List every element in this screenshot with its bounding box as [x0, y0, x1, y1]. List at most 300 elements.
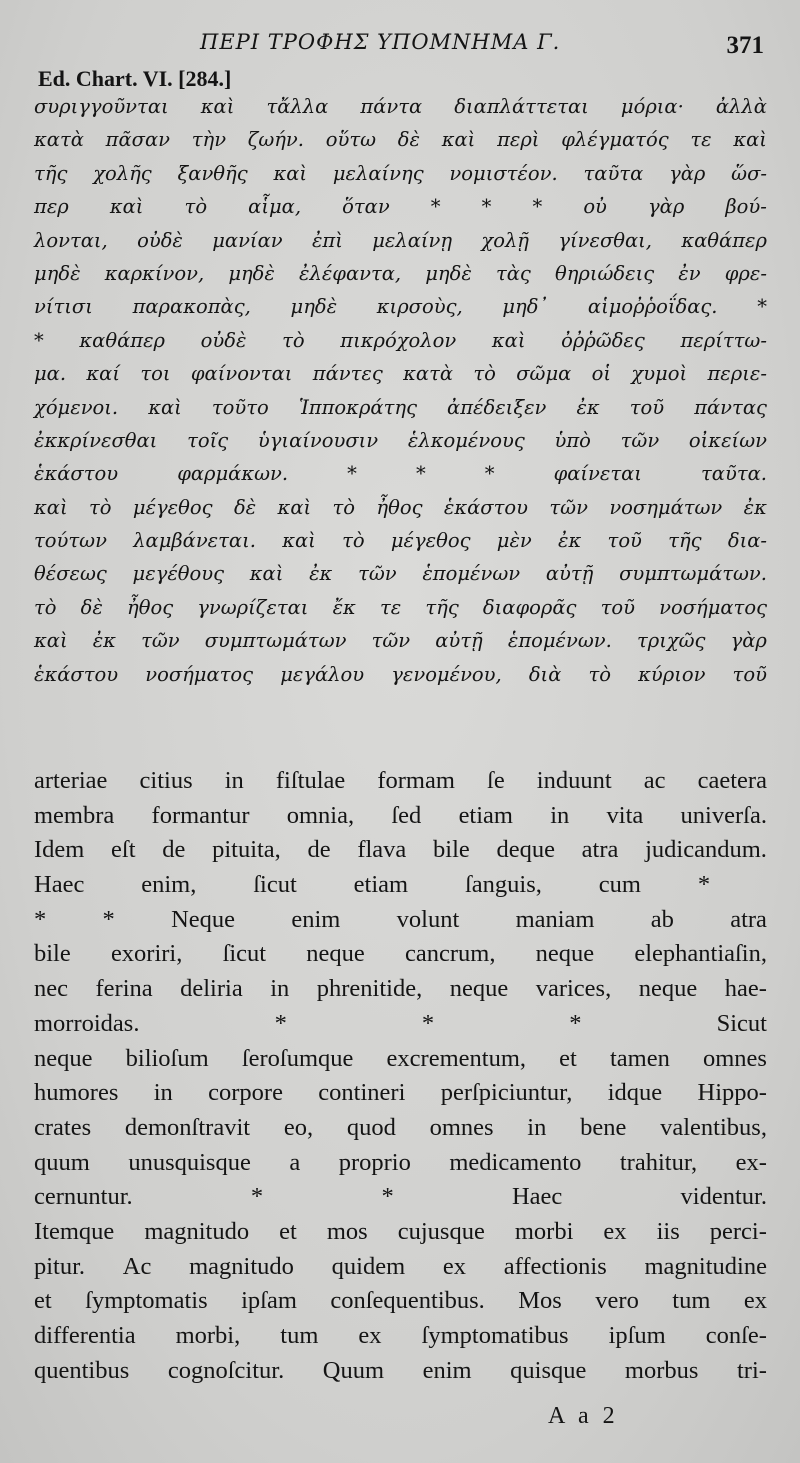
- word: Neque: [171, 905, 236, 933]
- word: quod: [346, 1113, 396, 1141]
- word: etiam: [353, 871, 409, 899]
- word: hae-: [724, 975, 767, 1003]
- word: τῶν: [358, 562, 397, 586]
- word: Mos: [518, 1287, 562, 1315]
- word: θέσεως: [34, 562, 107, 586]
- word: δὲ: [233, 495, 257, 519]
- word: perci-: [709, 1217, 767, 1245]
- word: γνωρίζεται: [197, 595, 309, 619]
- word: καὶ: [441, 128, 476, 152]
- word: μηδ᾽: [502, 295, 549, 319]
- latin-line: [34, 764, 767, 799]
- word: λονται,: [34, 228, 108, 252]
- word: pituita,: [212, 836, 281, 864]
- word: συμπτωμάτων.: [619, 562, 767, 586]
- word: καὶ: [200, 95, 235, 118]
- word: τοι: [140, 362, 171, 386]
- greek-line: [34, 457, 767, 490]
- word: μεγέθους: [132, 562, 225, 586]
- word: οἰκείων: [688, 428, 767, 452]
- word: καὶ: [34, 495, 68, 519]
- word: κατὰ: [34, 128, 84, 152]
- word: αἷμα,: [248, 195, 302, 219]
- word: Itemque: [34, 1217, 115, 1245]
- word: videntur.: [680, 1183, 767, 1211]
- word: τὸ: [282, 328, 305, 352]
- word: in: [550, 801, 570, 829]
- word: valentibus,: [660, 1113, 767, 1141]
- word: ſeroſumque: [241, 1044, 354, 1072]
- word: ὥσ-: [731, 161, 767, 185]
- word: *: [430, 195, 441, 219]
- word: μα.: [34, 362, 67, 386]
- word: quisque: [510, 1356, 587, 1384]
- word: quidem: [331, 1252, 406, 1280]
- word: tum: [280, 1322, 319, 1349]
- word: οὐ: [583, 195, 607, 219]
- word: *: [421, 1009, 435, 1037]
- word: μανίαν: [212, 228, 283, 252]
- word: enim,: [141, 871, 197, 899]
- word: γὰρ: [648, 195, 685, 219]
- word: magnitudine: [644, 1252, 767, 1280]
- word: τῶν: [620, 428, 660, 452]
- word: a: [289, 1148, 301, 1176]
- latin-line: [34, 1076, 767, 1111]
- greek-line: [34, 257, 767, 290]
- word: *: [757, 295, 767, 319]
- word: ἀλλὰ: [715, 95, 767, 118]
- word: μηδὲ: [425, 261, 472, 285]
- running-head: [0, 28, 800, 58]
- word: οὕτω: [325, 128, 377, 152]
- greek-line: [34, 90, 767, 123]
- word: χολῇ: [481, 228, 529, 252]
- word: exoriri,: [110, 940, 183, 968]
- word: καὶ: [282, 529, 316, 553]
- word: ex: [603, 1217, 627, 1245]
- word: *: [484, 462, 495, 486]
- running-title: ΠΕΡΙ ΤΡΟΦΗΣ ΥΠΟΜΝΗΜΑ Γ.: [200, 30, 561, 54]
- word: φαίνονται: [190, 362, 293, 386]
- word: ſe: [487, 767, 505, 794]
- word: ἐν: [678, 261, 701, 285]
- word: ἀπέδειξεν: [447, 395, 547, 419]
- word: tum: [672, 1287, 711, 1315]
- word: *: [34, 328, 44, 352]
- word: τὸ: [184, 195, 208, 219]
- word: caetera: [697, 767, 767, 794]
- word: νίτισι: [34, 295, 93, 319]
- greek-line: [34, 491, 767, 524]
- word: cernuntur.: [34, 1183, 133, 1211]
- word: idque: [607, 1079, 663, 1107]
- word: ὑπὸ: [554, 428, 591, 452]
- word: medicamento: [449, 1148, 582, 1176]
- word: καὶ: [148, 395, 182, 419]
- word: pitur.: [34, 1252, 86, 1280]
- word: ſanguis,: [464, 871, 542, 899]
- word: arteriae: [34, 767, 108, 794]
- word: ξανθῆς: [177, 161, 248, 185]
- word: παρακοπὰς,: [132, 295, 251, 319]
- word: ἐκ: [309, 562, 333, 586]
- word: maniam: [515, 905, 595, 933]
- word: σῶμα: [516, 362, 572, 386]
- signature-mark: A a 2: [548, 1403, 619, 1429]
- word: Hippo-: [697, 1079, 767, 1107]
- word: et: [279, 1217, 297, 1245]
- word: neque: [535, 940, 595, 968]
- latin-line: [34, 1146, 767, 1181]
- word: τοῖς: [187, 428, 229, 452]
- word: in: [270, 975, 290, 1003]
- word: τἄλλα: [266, 95, 329, 118]
- word: καὶ: [277, 495, 312, 519]
- greek-line: [34, 123, 767, 156]
- word: trahitur,: [619, 1148, 698, 1176]
- word: τῆς: [668, 529, 702, 553]
- latin-line: [34, 868, 767, 903]
- word: Haec: [34, 871, 85, 899]
- word: τοῦ: [732, 662, 767, 686]
- word: διαφορᾶς: [482, 595, 577, 619]
- word: etiam: [458, 801, 513, 829]
- greek-line: [34, 224, 767, 257]
- word: atra: [730, 905, 767, 933]
- word: ex-: [735, 1148, 767, 1176]
- word: κύριον: [638, 662, 706, 686]
- word: conſe-: [705, 1322, 767, 1349]
- word: ἑπομένων.: [507, 629, 612, 653]
- word: univerſa.: [680, 801, 767, 829]
- word: ipſam: [241, 1287, 297, 1315]
- word: μὲν: [496, 529, 532, 553]
- word: omnia,: [286, 801, 355, 829]
- latin-line: [34, 1284, 767, 1319]
- word: ζωήν.: [247, 128, 304, 152]
- word: *: [34, 905, 47, 933]
- word: mos: [326, 1217, 368, 1245]
- word: φαρμάκων.: [177, 462, 289, 486]
- word: νοσημάτων: [609, 495, 723, 519]
- word: φλέγματός: [561, 128, 669, 152]
- word: atra: [581, 836, 619, 864]
- word: τῶν: [141, 629, 180, 653]
- page-number: 371: [726, 32, 764, 59]
- greek-line: [34, 190, 767, 223]
- word: χυμοὶ: [631, 362, 688, 386]
- word: ipſum: [608, 1322, 666, 1349]
- greek-line: [34, 424, 767, 457]
- greek-line: [34, 290, 767, 323]
- word: καὶ: [491, 328, 526, 352]
- word: καὶ: [249, 562, 284, 586]
- word: ſymptomatibus: [421, 1322, 569, 1349]
- word: καρκίνον,: [104, 261, 205, 285]
- word: crates: [34, 1113, 92, 1141]
- word: morroidas.: [34, 1009, 140, 1037]
- word: ἑκάστου: [34, 662, 119, 686]
- word: cancrum,: [404, 940, 496, 968]
- word: περίττω-: [680, 328, 767, 352]
- word: ex: [743, 1287, 767, 1315]
- word: excrementum,: [386, 1044, 526, 1072]
- word: ὑγιαίνουσιν: [257, 428, 379, 452]
- word: τὰς: [495, 261, 531, 285]
- word: omnes: [429, 1113, 494, 1141]
- word: contineri: [318, 1079, 406, 1107]
- word: *: [347, 462, 357, 486]
- word: deque: [496, 836, 555, 864]
- word: ἑλκομένους: [407, 428, 525, 452]
- word: ac: [643, 767, 666, 794]
- word: fiſtulae: [275, 767, 346, 794]
- word: τε: [379, 595, 402, 619]
- word: τοῦ: [629, 395, 665, 419]
- word: vita: [606, 801, 644, 829]
- word: neque: [638, 975, 698, 1003]
- word: νοσήματος: [145, 662, 254, 686]
- greek-line: [34, 524, 767, 557]
- word: tri-: [736, 1356, 767, 1384]
- word: humores: [34, 1079, 119, 1107]
- word: δια-: [727, 529, 767, 553]
- word: ἐκ: [743, 495, 767, 519]
- word: τὸ: [588, 662, 611, 686]
- word: ſed: [391, 801, 422, 829]
- word: bilioſum: [125, 1044, 209, 1072]
- word: *: [102, 905, 115, 933]
- word: δὲ: [397, 128, 420, 152]
- word: *: [250, 1183, 264, 1211]
- word: καί: [86, 362, 120, 386]
- latin-line: [34, 903, 767, 938]
- word: τριχῶς: [636, 629, 706, 653]
- word: ἐκκρίνεσθαι: [34, 428, 158, 452]
- word: quentibus: [34, 1356, 130, 1384]
- latin-line: [34, 937, 767, 972]
- word: ὀῤῥῶδες: [561, 328, 645, 352]
- word: κιρσοὺς,: [376, 295, 463, 319]
- word: τῶν: [549, 495, 588, 519]
- word: νοσήματος: [659, 595, 767, 619]
- word: morbus: [624, 1356, 699, 1384]
- word: τὸ: [342, 529, 365, 553]
- greek-text-block: [34, 90, 767, 691]
- word: μηδὲ: [34, 261, 81, 285]
- word: affectionis: [503, 1252, 607, 1280]
- latin-line: [34, 1042, 767, 1077]
- latin-line: [34, 1007, 767, 1042]
- greek-line: [34, 157, 767, 190]
- word: neque: [306, 940, 365, 968]
- greek-line: [34, 658, 767, 691]
- word: deliria: [180, 975, 243, 1003]
- word: γενομένου,: [391, 662, 502, 686]
- word: καὶ: [273, 161, 308, 185]
- word: ſicut: [222, 940, 267, 968]
- word: eo,: [283, 1113, 314, 1141]
- word: ex: [358, 1322, 382, 1349]
- edition-reference: Ed. Chart. VI. [284.]: [38, 66, 232, 91]
- latin-line: [34, 1354, 767, 1389]
- word: ab: [650, 905, 674, 933]
- word: unusquisque: [128, 1148, 251, 1176]
- word: γίνεσθαι,: [558, 228, 653, 252]
- word: ferina: [95, 975, 153, 1003]
- latin-text-block: [34, 764, 767, 1388]
- word: τὸ: [34, 595, 57, 619]
- latin-line: [34, 799, 767, 834]
- word: ἦθος: [127, 595, 174, 619]
- word: cognoſcitur.: [167, 1356, 285, 1384]
- word: bile: [34, 940, 71, 968]
- word: πᾶσαν: [105, 128, 170, 152]
- word: περιε-: [707, 362, 767, 386]
- word: ἔκ: [332, 595, 356, 619]
- word: μόρια·: [620, 95, 684, 118]
- word: αἱμοῤῥοΐδας.: [587, 295, 718, 319]
- word: ἐκ: [92, 629, 116, 653]
- word: ἐπὶ: [311, 228, 343, 252]
- word: πάντας: [694, 395, 767, 419]
- word: ἐκ: [558, 529, 582, 553]
- word: *: [381, 1183, 394, 1211]
- word: judicandum.: [645, 836, 767, 864]
- word: νομιστέον.: [449, 161, 558, 185]
- word: induunt: [536, 767, 612, 794]
- word: bene: [580, 1113, 627, 1141]
- word: φαίνεται: [553, 462, 642, 486]
- word: μέγεθος: [132, 495, 213, 519]
- word: μέγεθος: [390, 529, 471, 553]
- word: καὶ: [34, 629, 68, 653]
- word: τούτων: [34, 529, 107, 553]
- word: morbi,: [175, 1322, 241, 1349]
- word: phrenitide,: [316, 975, 423, 1003]
- latin-line: [34, 1215, 767, 1250]
- word: omnes: [702, 1044, 767, 1072]
- word: θηριώδεις: [554, 261, 655, 285]
- word: τῆς: [34, 161, 68, 185]
- word: quum: [34, 1148, 90, 1176]
- word: Ἱπποκράτης: [298, 395, 417, 419]
- word: in: [224, 767, 244, 794]
- word: *: [532, 195, 543, 219]
- word: formam: [377, 767, 455, 794]
- word: ἑπομένων: [422, 562, 521, 586]
- word: λαμβάνεται.: [133, 529, 256, 553]
- word: in: [527, 1113, 547, 1141]
- word: *: [415, 462, 426, 486]
- word: eſt: [111, 836, 136, 864]
- greek-line: [34, 591, 767, 624]
- word: τοῦ: [600, 595, 635, 619]
- word: citius: [139, 767, 193, 794]
- word: enim: [291, 905, 341, 933]
- word: perſpiciuntur,: [440, 1079, 573, 1107]
- word: ſymptomatis: [85, 1287, 208, 1315]
- word: γὰρ: [669, 161, 706, 185]
- word: καθάπερ: [681, 228, 767, 252]
- word: neque: [449, 975, 509, 1003]
- latin-line: [34, 833, 767, 868]
- word: τῶν: [371, 629, 411, 653]
- word: *: [697, 871, 711, 899]
- word: volunt: [396, 905, 460, 933]
- greek-line: [34, 357, 767, 390]
- word: περὶ: [497, 128, 540, 152]
- word: de: [162, 836, 186, 864]
- word: magnitudo: [144, 1217, 250, 1245]
- word: καὶ: [733, 128, 767, 152]
- word: et: [34, 1287, 52, 1315]
- word: οὐδὲ: [137, 228, 183, 252]
- word: τε: [690, 128, 712, 152]
- word: γὰρ: [730, 629, 767, 653]
- word: demonſtravit: [124, 1113, 251, 1141]
- word: de: [307, 836, 331, 864]
- word: ἑκάστου: [443, 495, 529, 519]
- word: differentia: [34, 1322, 136, 1349]
- word: τῆς: [425, 595, 459, 619]
- latin-line: [34, 1111, 767, 1146]
- word: iis: [656, 1217, 680, 1245]
- word: Haec: [511, 1183, 563, 1211]
- word: πάντες: [312, 362, 383, 386]
- word: περ: [34, 195, 69, 219]
- word: μηδὲ: [290, 295, 338, 319]
- word: μεγάλου: [280, 662, 365, 686]
- greek-line: [34, 391, 767, 424]
- word: in: [153, 1079, 173, 1107]
- word: ex: [442, 1252, 467, 1280]
- word: Ac: [122, 1252, 152, 1280]
- word: φρε-: [724, 261, 767, 285]
- word: membra: [34, 801, 115, 829]
- greek-line: [34, 324, 767, 357]
- word: τοῦτο: [211, 395, 269, 419]
- word: τὸ: [473, 362, 496, 386]
- word: ἐλέφαντα,: [299, 261, 402, 285]
- word: πικρόχολον: [340, 328, 457, 352]
- word: ſicut: [253, 871, 297, 899]
- word: Sicut: [716, 1009, 767, 1037]
- word: αὐτῇ: [435, 629, 483, 653]
- greek-line: [34, 557, 767, 590]
- word: proprio: [338, 1148, 411, 1176]
- word: χόμενοι.: [34, 395, 119, 419]
- word: elephantiaſin,: [634, 940, 767, 968]
- word: cujusque: [397, 1217, 485, 1245]
- word: Quum: [322, 1356, 385, 1384]
- word: ἐκ: [576, 395, 600, 419]
- word: neque: [34, 1044, 93, 1072]
- word: enim: [422, 1356, 472, 1384]
- word: τὸ: [88, 495, 112, 519]
- word: vero: [595, 1287, 639, 1315]
- word: ἑκάστου: [34, 462, 119, 486]
- greek-line: [34, 624, 767, 657]
- word: διαπλάττεται: [454, 95, 589, 118]
- word: αὐτῇ: [545, 562, 594, 586]
- word: μελαίνης: [332, 161, 424, 185]
- word: συμπτωμάτων: [204, 629, 347, 653]
- word: et: [559, 1044, 577, 1072]
- word: bile: [433, 836, 470, 864]
- word: formantur: [151, 801, 250, 829]
